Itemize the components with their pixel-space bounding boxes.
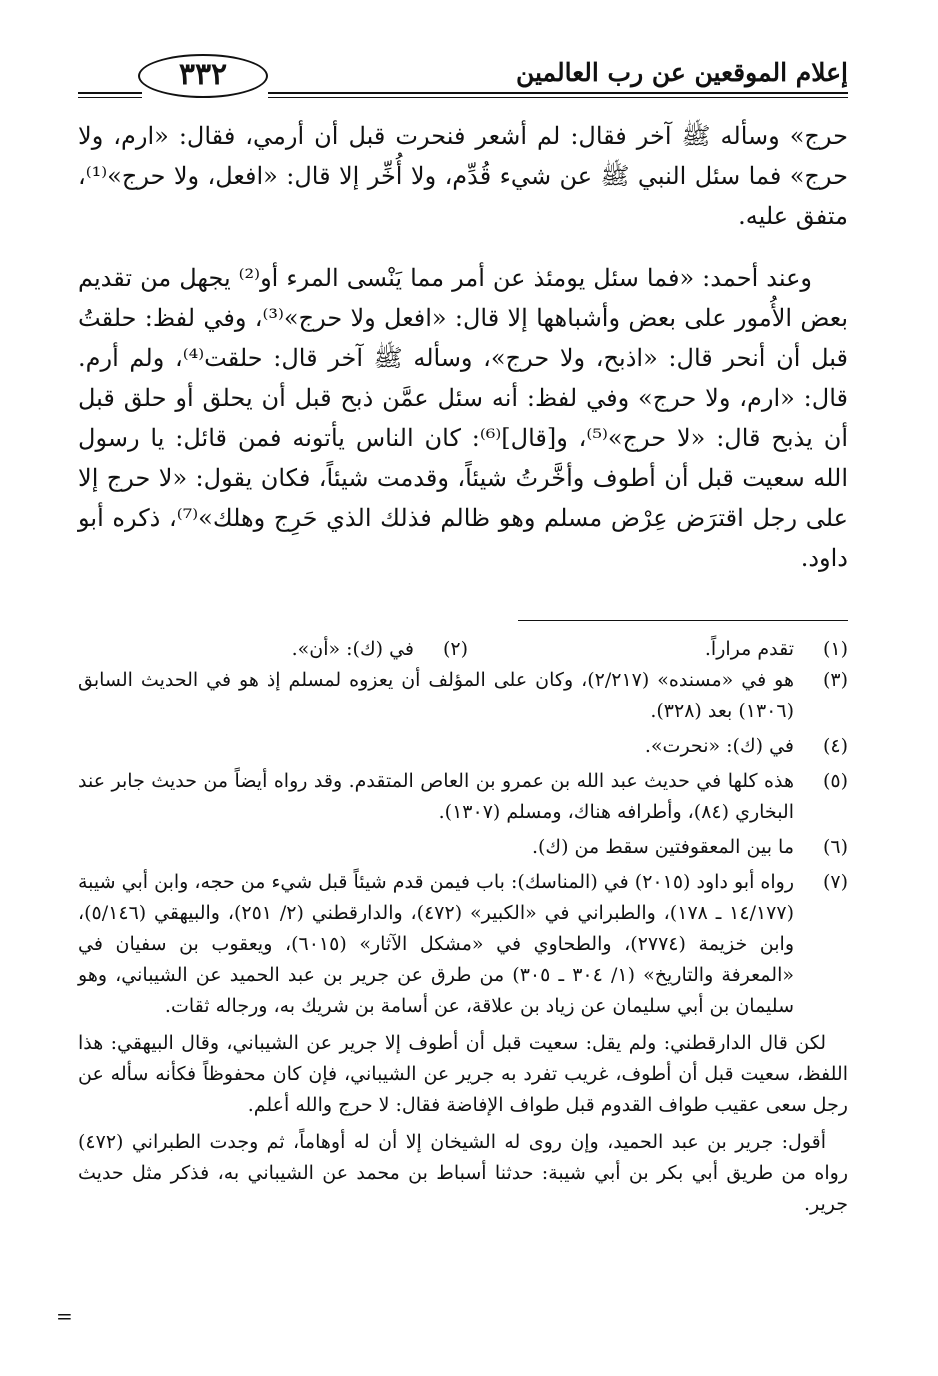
footnote-text: هذه كلها في حديث عبد الله بن عمرو بن العاص المتقدم. وقد رواه أيضاً من حديث جابر عند البخاري (٨٤)، وأطرافه هناك، ومسلم (١٣٠٧). [78, 770, 794, 823]
margin-mark: = [56, 1304, 73, 1328]
header-rule [78, 92, 142, 94]
footnote-number: (١) [822, 638, 848, 660]
footnote-text: هو في «مسنده» (٢/٢١٧)، وكان على المؤلف أن يعزوه لمسلم إذ هو في الحديث السابق (١٣٠٦) بعد (٣٢٨). [78, 669, 794, 722]
book-title: إعلام الموقعين عن رب العالمين [515, 58, 848, 87]
paragraph: وعند أحمد: «فما سئل يومئذ عن أمر مما يَنْسى المرء أو⁽²⁾ يجهل من تقديم بعض الأُمور على بعض وأشباهها إلا قال: «افعل ولا حرج»⁽³⁾، وفي لفظ: حلقتُ قبل أن أنحر قال: «اذبح، ولا حرج»، وسأله ﷺ آخر قال: حلقت⁽⁴⁾، ولم أرم. قال: «ارم، ولا حرج» وفي لفظ: أنه سئل عمَّن ذبح قبل أن يحلق أو حلق قبل أن يذبح قال: «لا حرج»⁽⁵⁾، و[قال]⁽⁶⁾: كان الناس يأتونه فمن قائل: يا رسول الله سعيت قبل أن أطوف وأخَّرتُ شيئاً، وقدمت شيئاً، فكان يقول: «لا حرج إلا على رجل اقترَض عِرْض مسلم وهو ظالم فذلك الذي حَرِج وهلك»⁽⁷⁾، ذكره أبو داود. [78, 264, 849, 572]
footnote-separator [518, 620, 848, 621]
footnote-number: (٦) [822, 836, 848, 858]
footnote [78, 766, 848, 828]
footnote-row [78, 634, 848, 665]
footnote-text: في (ك): «أن». [291, 638, 414, 660]
footnote-text: في (ك): «نحرت». [644, 735, 794, 757]
footnote-number: (٥) [822, 770, 848, 792]
footnote-number: (٢) [442, 638, 468, 660]
footnote-text: رواه أبو داود (٢٠١٥) في (المناسك): باب فيمن قدم شيئاً قبل شيء من حجه، وابن أبي شيبة (١٤/١٧٧ ـ ١٧٨)، والطبراني في «الكبير» (٤٧٢)، والدارقطني (٢/ ٢٥١)، والبيهقي (٥/١٤٦)، وابن خزيمة (٢٧٧٤)، والطحاوي في «مشكل الآثار» (٦٠١٥)، ويعقوب بن سفيان في «المعرفة والتاريخ» (١/ ٣٠٤ ـ ٣٠٥) من طرق عن جرير بن عبد الحميد عن الشيباني، وهو سليمان بن أبي سليمان عن زياد بن علاقة، عن أسامة بن شريك به، ورجاله ثقات. [78, 871, 795, 1017]
footnote-number: (٤) [822, 735, 848, 757]
paragraph: حرج» وسأله ﷺ آخر فقال: لم أشعر فنحرت قبل أن أرمي، فقال: «ارم، ولا حرج» فما سئل النبي ﷺ عن شيء قُدِّم، ولا أُخِّر إلا قال: «افعل، ولا حرج»⁽¹⁾، متفق عليه. [78, 122, 848, 230]
footnote [78, 731, 848, 762]
footnote [78, 867, 848, 1022]
footnote [88, 634, 468, 665]
footnote [468, 634, 848, 665]
page-header [78, 52, 848, 102]
footnote [78, 832, 848, 863]
footnote [78, 665, 848, 727]
page-number: ٣٣٢ [138, 54, 268, 98]
footnote-number: (٧) [822, 871, 848, 893]
header-rule [268, 92, 848, 94]
footnotes [78, 634, 848, 1224]
main-text [78, 116, 848, 578]
footnote-text: تقدم مراراً. [704, 638, 794, 660]
header-rule [78, 97, 142, 98]
footnote-continuation: لكن قال الدارقطني: ولم يقل: سعيت قبل أن أطوف إلا جرير عن الشيباني، وقال البيهقي: هذا اللفظ، سعيت قبل أن أطوف، غريب تفرد به جرير عن الشيباني، فإن كان محفوظاً فكأنه سأله عن رجل سعى عقيب طواف القدوم قبل طواف الإفاضة فقال: لا حرج والله أعلم. [78, 1032, 848, 1116]
header-rule [268, 97, 848, 98]
footnote-continuation: أقول: جرير بن عبد الحميد، وإن روى له الشيخان إلا أن له أوهاماً، ثم وجدت الطبراني (٤٧٢) رواه من طريق أبي بكر بن أبي شيبة: حدثنا أسباط بن محمد عن الشيباني به، فذكر مثل حديث جرير. [78, 1131, 848, 1215]
footnote-text: ما بين المعقوفتين سقط من (ك). [531, 836, 794, 858]
footnote-number: (٣) [822, 669, 848, 691]
